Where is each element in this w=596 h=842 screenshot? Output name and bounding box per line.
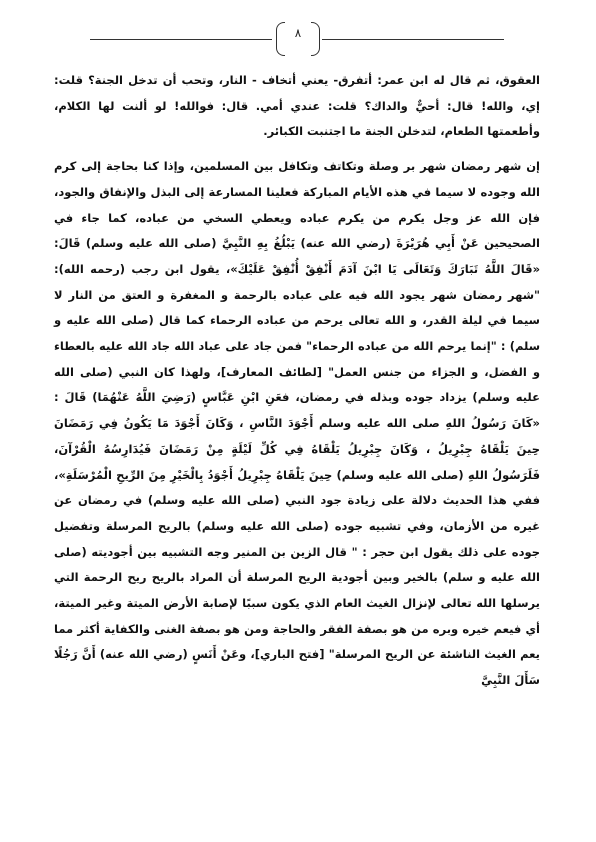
page-header — [0, 22, 596, 56]
header-rule-right — [322, 39, 504, 40]
header-rule-left — [90, 39, 272, 40]
paragraph-1: العقوق، ثم قال له ابن عمر: أتفرق- يعني أتخاف - النار، وتحب أن تدخل الجنة؟ قلت: إي، والله! قال: أحيٌّ والداك؟ قلت: عندي أمي. قال: فوالله! لو ألنت لها الكلام، وأطعمتها الطعام، لتدخلن الجنة ما اجتنبت الكبائر. — [54, 73, 540, 139]
paragraph-gap — [54, 145, 540, 154]
page-number-frame — [276, 22, 320, 56]
page-body — [54, 68, 540, 694]
paragraph-2: إن شهر رمضان شهر بر وصلة وتكاتف وتكافل بين المسلمين، وإذا كنا بحاجة إلى كرم الله وجوده لا سيما في هذه الأيام المباركة فعلينا المسارعة إلى البذل والإنفاق والجود، فإن الله عز وجل يكرم من يكرم عباده ويعطي السخي من عباده، كما جاء في الصحيحين عَنْ أَبِي هُرَيْرَةَ (رضي الله عنه) يَبْلُغُ بِهِ النَّبِيَّ (صلى الله عليه وسلم) قَالَ: «قَالَ اللَّهُ تَبَارَكَ وَتَعَالَى يَا ابْنَ آدَمَ أَنْفِقْ أُنْفِقْ عَلَيْكَ»، يقول ابن رجب (رحمه الله): "شهر رمضان شهر يجود الله فيه على عباده بالرحمة و المغفرة و العتق من النار لا سيما في ليلة القدر، و الله تعالى يرحم من عباده الرحماء كما قال (صلى الله عليه و سلم) : "إنما يرحم الله من عباده الرحماء" فمن جاد على عباد الله جاد الله عليه بالعطاء و الفضل، و الجزاء من جنس العمل" [لطائف المعارف]، ولهذا كان النبي (صلى الله عليه وسلم) يزداد جوده وبذله في رمضان، فعَنِ ابْنِ عَبَّاسٍ (رَضِيَ اللَّهُ عَنْهُمَا) قَالَ : «كَانَ رَسُولُ اللهِ صلى الله عليه وسلم أَجْوَدَ النَّاسِ ، وَكَانَ أَجْوَدَ مَا يَكُونُ فِي رَمَضَانَ حِينَ يَلْقَاهُ جِبْرِيلُ ، وَكَانَ جِبْرِيلُ يَلْقَاهُ فِي كُلِّ لَيْلَةٍ مِنْ رَمَضَانَ فَيُدَارِسُهُ الْقُرْآنَ، فَلَرَسُولُ اللهِ (صلى الله عليه وسلم) حِينَ يَلْقَاهُ جِبْرِيلُ أَجْوَدُ بِالْخَيْرِ مِنَ الرِّيحِ الْمُرْسَلَةِ»، ففي هذا الحديث دلالة على زيادة جود النبي (صلى الله عليه وسلم) في رمضان عن غيره من الأزمان، وفي تشبيه جوده (صلى الله عليه وسلم) بالريح المرسلة وتفضيل جوده على ذلك يقول ابن حجر : " قال الزين بن المنير وجه التشبيه بين أجوديته (صلى الله عليه و سلم) بالخير وبين أجودية الريح المرسلة أن المراد بالريح ريح الرحمة التي يرسلها الله تعالى لإنزال الغيث العام الذي يكون سببًا لإصابة الأرض الميتة وغير الميتة، أي فيعم خيره وبره من هو بصفة الفقر والحاجة ومن هو بصفة الغنى والكفاية أكثر مما يعم الغيث الناشئة عن الريح المرسلة" [فتح الباري]، وعَنْ أَنَسٍ (رضي الله عنه) أَنَّ رَجُلًا سَأَلَ النَّبِيَّ — [54, 159, 540, 688]
page-number: ٨ — [294, 26, 302, 40]
